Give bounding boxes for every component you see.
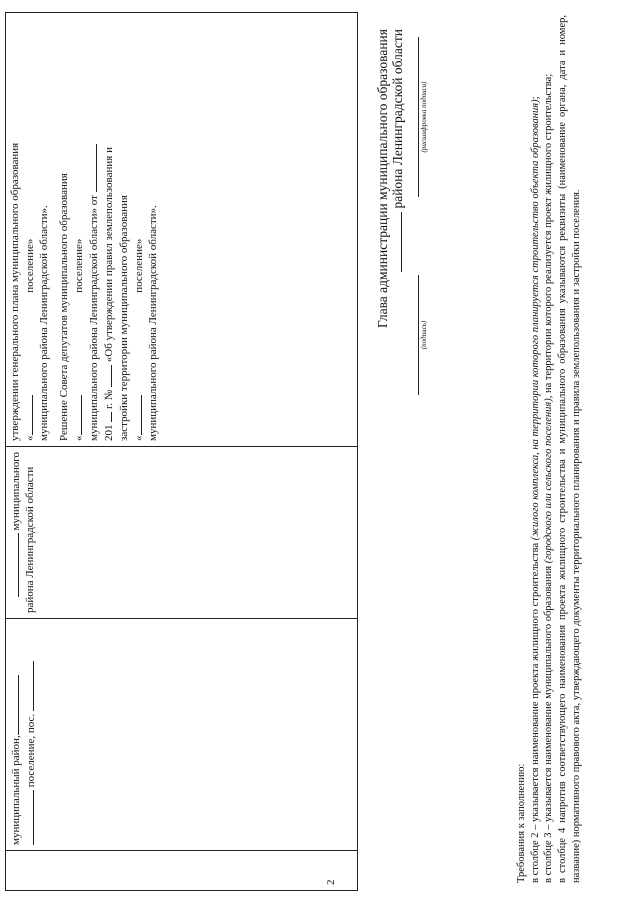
signature-decode-field: (расшифровка подписи) bbox=[418, 37, 428, 197]
project-line-1: муниципальный район, bbox=[8, 624, 23, 845]
act-2-line-2: « поселение» bbox=[73, 238, 86, 441]
act-1-line-1: утверждении генерального плана муниципального образования bbox=[9, 142, 21, 441]
municipality-line-2: района Ленинградской области bbox=[24, 466, 37, 613]
act-2-line-3: муниципального района Ленинградской области» от bbox=[86, 18, 101, 441]
legal-acts-cell bbox=[6, 13, 358, 447]
act-1-line-2: « поселение» bbox=[24, 238, 37, 441]
act-2-line-5: застройки территории муниципального образования bbox=[117, 195, 130, 441]
requirement-item-1: в столбце 2 – указывается наименование проекта жилищного строительства (жилого комплекса, на территории которого планируется строительство объекта образования); bbox=[529, 96, 541, 883]
act-2-line-1: Решение Совета депутатов муниципального образования bbox=[58, 173, 71, 441]
row-number-cell bbox=[6, 851, 358, 891]
row-number: 2 bbox=[325, 879, 337, 885]
signatory-title-line-2: района Ленинградской области bbox=[391, 29, 406, 615]
requirement-item-3: в столбце 4 напротив соответствующего наименования проекта жилищного строительства и муниципального образования указываются реквизиты (наименование органа, дата и номер, название) нормативного правового акта, утверждающего документы территориального планирования и правила землепользования и застройки поселения. bbox=[556, 15, 582, 883]
signature-field: (подпись) bbox=[418, 275, 428, 395]
act-2-line-4: 201 г. № «Об утверждении правил землепользования и bbox=[103, 147, 116, 441]
requirement-item-2: в столбце 3 – указывается наименование муниципального образования (городского или сельского поселения), на территории которого реализуется проект жилищного строительства; bbox=[543, 73, 555, 883]
municipality-cell bbox=[6, 447, 358, 619]
project-cell bbox=[6, 619, 358, 851]
project-line-2: поселение, пос. bbox=[23, 624, 38, 845]
table-row bbox=[6, 13, 358, 891]
act-2-line-7: муниципального района Ленинградской области». bbox=[146, 205, 159, 441]
act-2-line-6: « поселение» bbox=[132, 238, 145, 441]
requisites-table bbox=[5, 12, 358, 891]
municipality-line-1: муниципального bbox=[8, 452, 23, 613]
requirements-heading: Требования к заполнению: bbox=[516, 763, 527, 883]
signatory-title-line-1: Глава администрации муниципального образования bbox=[375, 29, 390, 328]
filling-requirements bbox=[515, 15, 583, 883]
signature-block bbox=[376, 15, 446, 615]
act-1-line-3: муниципального района Ленинградской области». bbox=[38, 205, 51, 441]
